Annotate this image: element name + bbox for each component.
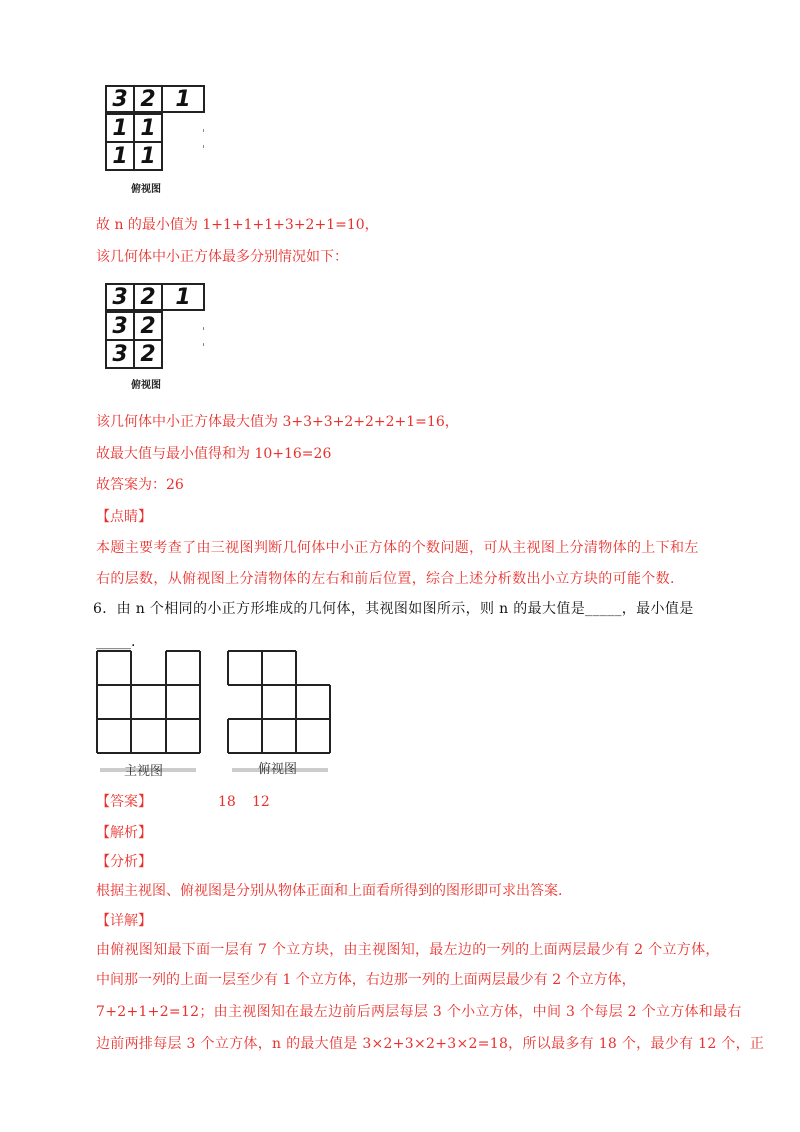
figure-caption: 俯视图 (131, 380, 161, 391)
front-view-caption: 主视图 (124, 764, 164, 779)
section-xiangjie: 【详解】 (96, 913, 152, 929)
text-line: 中间那一列的上面一层至少有 1 个立方体，右边那一列的上面两层最少有 2 个立方体， (96, 972, 636, 988)
text-line: 该几何体中小正方体最大值为 3+3+3+2+2+2+1=16， (96, 414, 459, 430)
grid-cell: 1 (133, 113, 163, 143)
top-view-figure-2 (105, 283, 215, 393)
text-line: 边前两排每层 3 个立方体，n 的最大值是 3×2+3×2+3×2=18，所以最多有 18 个，最少有 12 个，正 (96, 1036, 765, 1052)
text-line: 7+2+1+2=12；由主视图知在最左边前后两层每层 3 个小立方体，中间 3 个每层 2 个立方体和最右 (96, 1004, 742, 1020)
grid-cell: 3 (105, 85, 135, 113)
dot-mark (203, 343, 204, 346)
text-line: 右的层数，从俯视图上分清物体的左右和前后位置，综合上述分析数出小立方块的可能个数. (96, 571, 675, 587)
question-6-line: 6．由 n 个相同的小正方形堆成的几何体，其视图如图所示，则 n 的最大值是_____，最小值是 (93, 601, 694, 617)
grid-cell: 1 (105, 113, 135, 143)
text-line: 故 n 的最小值为 1+1+1+1+3+2+1=10， (96, 217, 379, 233)
text-line: 故答案为：26 (96, 477, 184, 493)
dot-mark (203, 327, 204, 330)
grid-cell: 1 (161, 283, 205, 311)
grid-cell: 1 (161, 85, 205, 113)
top-view-figure-1 (105, 85, 215, 195)
section-fenxi: 【分析】 (96, 854, 152, 870)
grid-cell: 2 (133, 339, 163, 369)
text-line: 根据主视图、俯视图是分别从物体正面和上面看所得到的图形即可求出答案. (96, 883, 563, 899)
grid-cell: 2 (133, 283, 163, 311)
answer-label: 【答案】 (96, 794, 152, 810)
grid-cell: 1 (105, 141, 135, 171)
grid-cell: 1 (133, 141, 163, 171)
grid-cell: 3 (105, 283, 135, 311)
grid-cell: 3 (105, 339, 135, 369)
front-view-figure (96, 650, 206, 760)
section-jiexi: 【解析】 (96, 825, 152, 841)
text-line: 【点睛】 (96, 509, 152, 525)
text-line: 该几何体中小正方体最多分别情况如下： (96, 249, 348, 265)
grid-cell: 2 (133, 85, 163, 113)
top-view-figure-3 (226, 650, 336, 760)
text-line: 由俯视图知最下面一层有 7 个立方块，由主视图知，最左边的一列的上面两层最少有 2 个立方体， (96, 942, 720, 958)
answer-max: 18 (218, 794, 236, 810)
dot-mark (203, 129, 204, 132)
grid-cell: 3 (105, 311, 135, 341)
figure-caption: 俯视图 (131, 184, 161, 195)
top-view-caption: 俯视图 (258, 762, 298, 777)
text-line: 故最大值与最小值得和为 10+16=26 (96, 446, 332, 462)
text-line: 本题主要考查了由三视图判断几何体中小正方体的个数问题，可从主视图上分清物体的上下和左 (96, 540, 699, 556)
question-6-line: _____. (96, 634, 136, 650)
grid-cell: 2 (133, 311, 163, 341)
answer-min: 12 (252, 794, 270, 810)
dot-mark (203, 145, 204, 148)
